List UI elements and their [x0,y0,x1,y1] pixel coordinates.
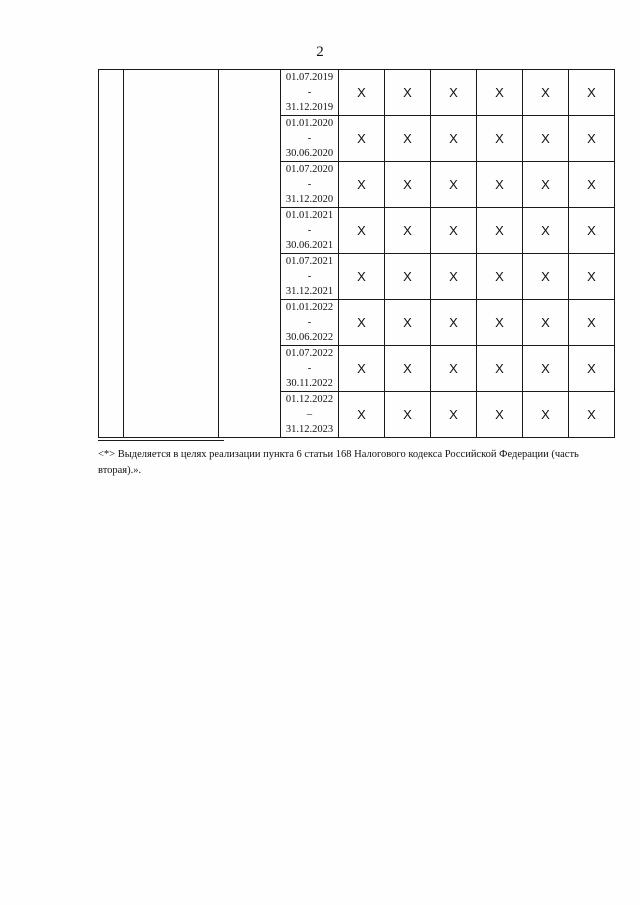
mark-cell: X [477,300,523,346]
mark-cell: X [385,116,431,162]
mark-cell: X [477,70,523,116]
period-start: 01.07.2022 [285,348,334,359]
period-end: 30.06.2020 [285,148,334,159]
mark-cell: X [385,70,431,116]
mark-cell: X [339,346,385,392]
mark-cell: X [339,116,385,162]
period-cell [281,346,339,392]
period-sep: - [307,271,312,282]
mark-cell: X [339,208,385,254]
mark-cell: X [523,208,569,254]
mark-cell: X [339,254,385,300]
mark-cell: X [523,162,569,208]
mark-cell: X [385,254,431,300]
mark-cell: X [385,208,431,254]
mark-cell: X [477,162,523,208]
mark-cell: X [431,162,477,208]
mark-cell: X [523,346,569,392]
period-sep: - [307,317,312,328]
mark-cell: X [477,346,523,392]
mark-cell: X [477,208,523,254]
mark-cell: X [569,300,615,346]
mark-cell: X [339,70,385,116]
period-sep: - [307,225,312,236]
mark-cell: X [431,392,477,438]
mark-cell: X [431,208,477,254]
footnote-rule [98,440,224,441]
mark-cell: X [523,70,569,116]
period-cell [281,162,339,208]
merged-empty-cell [219,70,281,438]
period-end: 31.12.2023 [285,424,334,435]
period-end: 31.12.2021 [285,286,334,297]
period-sep: - [307,363,312,374]
table-row [99,70,615,116]
period-cell [281,208,339,254]
period-sep: - [307,179,312,190]
mark-cell: X [431,116,477,162]
mark-cell: X [569,208,615,254]
mark-cell: X [339,162,385,208]
footnote: <*> Выделяется в целях реализации пункта 6 статьи 168 Налогового кодекса Российской Федерации (часть вторая).». [98,449,579,476]
page-number: 2 [316,44,324,60]
period-end: 30.11.2022 [286,378,333,389]
merged-empty-cell [124,70,219,438]
mark-cell: X [385,162,431,208]
mark-cell: X [569,346,615,392]
mark-cell: X [523,254,569,300]
mark-cell: X [569,162,615,208]
period-cell [281,254,339,300]
mark-cell: X [477,254,523,300]
mark-cell: X [385,346,431,392]
mark-cell: X [385,300,431,346]
mark-cell: X [569,116,615,162]
mark-cell: X [431,254,477,300]
period-start: 01.07.2019 [285,72,334,83]
period-start: 01.01.2021 [285,210,334,221]
period-cell [281,70,339,116]
period-cell [281,300,339,346]
mark-cell: X [339,300,385,346]
period-start: 01.12.2022 [285,394,334,405]
period-start: 01.07.2021 [285,256,334,267]
period-start: 01.07.2020 [285,164,334,175]
mark-cell: X [477,392,523,438]
period-table [98,69,615,438]
mark-cell: X [523,300,569,346]
period-start: 01.01.2020 [285,118,334,129]
period-cell [281,392,339,438]
period-end: 30.06.2022 [285,332,334,343]
merged-empty-cell [99,70,124,438]
period-sep: - [307,133,312,144]
period-sep: – [306,409,313,420]
period-end: 31.12.2020 [285,194,334,205]
mark-cell: X [569,70,615,116]
mark-cell: X [523,392,569,438]
period-cell [281,116,339,162]
mark-cell: X [339,392,385,438]
mark-cell: X [569,254,615,300]
period-start: 01.01.2022 [285,302,334,313]
mark-cell: X [523,116,569,162]
mark-cell: X [431,70,477,116]
period-end: 31.12.2019 [285,102,334,113]
mark-cell: X [431,300,477,346]
mark-cell: X [569,392,615,438]
mark-cell: X [385,392,431,438]
period-end: 30.06.2021 [285,240,334,251]
period-sep: - [307,87,312,98]
mark-cell: X [477,116,523,162]
mark-cell: X [431,346,477,392]
